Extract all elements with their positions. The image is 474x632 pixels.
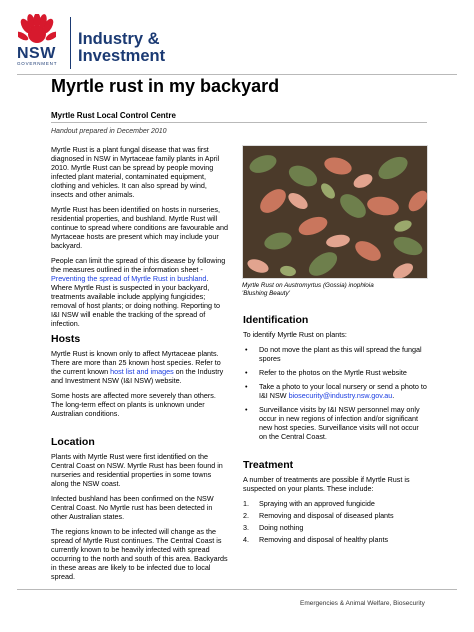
location-section [51,452,229,587]
intro-paragraph-2: Myrtle Rust has been identified on hosts in nurseries, residential properties, and bushland. Myrtle Rust will continue to spread where conditions are favourable and Myrtaceae hosts are present which may include your backyard. [51,205,229,250]
photo-caption [242,282,426,298]
brand-line-2: Investment [78,47,166,65]
treatment-heading: Treatment [243,459,294,471]
list-item [243,511,427,520]
brand-name [78,31,165,65]
intro-text-a: People can limit the spread of this disease by following the measures outlined in the information sheet - [51,256,226,274]
header-divider [17,74,457,75]
intro-paragraph-1: Myrtle Rust is a plant fungal disease that was first diagnosed in NSW in Myrtaceae family plants in April 2010. Myrtle Rust can be spread by people moving infected plant material, contaminated equipment, clothing and vehicles. It can also spread by wind, insects and other animals. [51,145,220,199]
prevention-link[interactable]: Preventing the spread of Myrtle Rust in bushland [51,274,207,283]
intro-section [51,145,229,334]
myrtle-rust-photo [242,145,428,279]
bullet-icon: • [245,368,248,377]
list-item-text: Removing and disposal of healthy plants [259,535,389,544]
list-item-text: Take a photo to your local nursery or send a photo to I&I NSW [259,382,427,400]
list-item [243,368,427,377]
footer-text: Emergencies & Animal Welfare, Biosecurity [300,600,425,607]
host-list-link[interactable]: host list and images [110,367,174,376]
email-link[interactable]: biosecurity@industry.nsw.gov.au [288,391,393,400]
list-item [243,535,427,544]
nsw-wordmark: NSW [17,45,56,62]
caption-line-2: 'Blushing Beauty' [242,290,290,297]
intro-paragraph-3 [51,256,229,328]
hosts-heading: Hosts [51,333,81,345]
list-item-text: Spraying with an approved fungicide [259,499,375,508]
list-item-text: Surveillance visits by I&I NSW personnel may only occur in new regions of infection and/or significant new host species. Surveillance visits will not occur on the Central Coast. [259,405,420,441]
logo-divider [70,17,71,69]
hosts-text-b: on the Industry and Investment NSW (I&I NSW) website. [51,367,224,385]
identification-section [243,330,427,446]
footer-divider [17,589,457,590]
treatment-section [243,475,427,547]
bullet-icon: • [245,382,248,391]
location-paragraph-1: Plants with Myrtle Rust were first identified on the Central Coast on NSW. Myrtle Rust has been found in nurseries and residential properties in some towns along the NSW coast. [51,452,223,488]
subtitle-divider [51,122,427,123]
hosts-paragraph-1 [51,349,229,385]
brand-line-1: Industry & [78,30,160,48]
location-heading: Location [51,436,95,448]
location-paragraph-2: Infected bushland has been confirmed on the NSW Central Coast. No Myrtle rust has been detected in other Australian states. [51,494,214,521]
list-item-text: Do not move the plant as this will spread the fungal spores [259,345,422,363]
list-item [243,382,427,400]
list-number: 2. [243,511,249,520]
page-title: Myrtle rust in my backyard [51,76,280,96]
identification-heading: Identification [243,314,309,326]
waratah-logo-icon [18,14,56,46]
bullet-icon: • [245,405,248,414]
list-item [243,345,427,363]
caption-line-1: Myrtle Rust on Austromyrtus (Gossia) inophloia [242,282,374,289]
list-item-text: . [392,391,395,400]
hosts-section [51,349,229,424]
list-item [243,405,427,441]
identification-intro: To identify Myrtle Rust on plants: [243,330,347,339]
list-number: 4. [243,535,249,544]
treatment-list [243,499,427,544]
list-item-text: Refer to the photos on the Myrtle Rust website [259,368,407,377]
treatment-intro: A number of treatments are possible if Myrtle Rust is suspected on your plants. These include: [243,475,410,493]
government-wordmark: GOVERNMENT [17,61,58,66]
handout-date: Handout prepared in December 2010 [51,128,167,135]
page-subtitle: Myrtle Rust Local Control Centre [51,111,176,120]
list-item [243,499,427,508]
list-number: 3. [243,523,249,532]
hosts-paragraph-2: Some hosts are affected more severely than others. The long-term effect on plants is unknown under Australian conditions. [51,391,216,418]
list-number: 1. [243,499,249,508]
list-item-text: Removing and disposal of diseased plants [259,511,394,520]
list-item [243,523,427,532]
intro-text-b: . Where Myrtle Rust is suspected in your backyard, treatments available include applying fungicides; removal of host plants; or doing nothing. Reporting to I&I NSW will enable the tracking of the spread of infection. [51,274,221,328]
bullet-icon: • [245,345,248,354]
hosts-text-a: Myrtle Rust is known only to affect Myrtaceae plants. There are more than 25 known host species. Refer to the current known [51,349,221,376]
identification-list [243,345,427,441]
location-paragraph-3: The regions known to be infected will change as the spread of Myrtle Rust continues. The Central Coast is currently known to be heavily infected with spread occurring to the north and south of this area. Backyards in these areas are likely to be infected due to local spread. [51,527,228,581]
list-item-text: Doing nothing [259,523,304,532]
